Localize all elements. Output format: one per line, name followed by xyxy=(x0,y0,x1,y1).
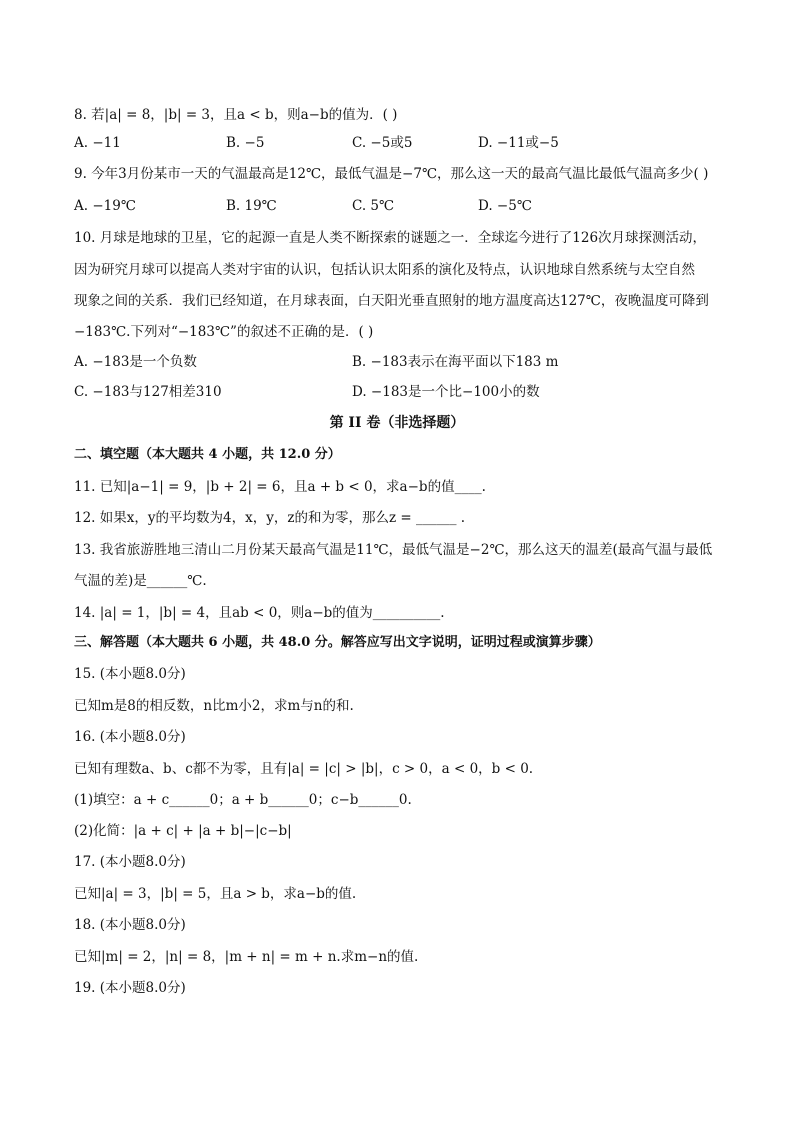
question-10-line-4: −183℃.下列对“−183℃”的叙述不正确的是．( ) xyxy=(74,324,374,340)
question-8-option-d: D. −11或−5 xyxy=(478,135,559,151)
question-16-part-1: (1)填空：a + c______0；a + b______0；c−b______0. xyxy=(74,792,412,808)
question-12: 12. 如果x，y的平均数为4，x，y，z的和为零，那么z = ______ . xyxy=(74,510,466,526)
question-19-label: 19. (本小题8.0分) xyxy=(74,980,186,996)
part-2-title: 第 II 卷（非选择题） xyxy=(329,415,465,431)
question-10-line-3: 现象之间的关系．我们已经知道，在月球表面，白天阳光垂直照射的地方温度高达127℃，夜晚温度可降到 xyxy=(74,293,709,309)
question-18-label: 18. (本小题8.0分) xyxy=(74,917,186,933)
question-9-stem: 9. 今年3月份某市一天的气温最高是12℃，最低气温是−7℃，那么这一天的最高气温比最低气温高多少( ) xyxy=(74,166,709,182)
question-17-label: 17. (本小题8.0分) xyxy=(74,854,186,870)
question-8-option-b: B. −5 xyxy=(226,135,265,151)
question-9-option-c: C. 5℃ xyxy=(352,198,395,214)
question-14: 14. |a| = 1，|b| = 4，且ab < 0，则a−b的值为__________. xyxy=(74,605,445,621)
question-10-option-d: D. −183是一个比−100小的数 xyxy=(352,384,540,400)
question-16-text: 已知有理数a、b、c都不为零，且有|a| = |c| > |b|，c > 0，a < 0，b < 0. xyxy=(74,761,534,777)
question-9-option-d: D. −5℃ xyxy=(478,198,532,214)
answer-section-heading: 三、解答题（本大题共 6 小题，共 48.0 分。解答应写出文字说明，证明过程或演算步骤） xyxy=(74,635,601,650)
question-17-text: 已知|a| = 3，|b| = 5，且a > b，求a−b的值. xyxy=(74,886,357,902)
question-10-option-c: C. −183与127相差310 xyxy=(74,384,222,400)
question-10-option-b: B. −183表示在海平面以下183 m xyxy=(352,354,559,370)
question-10-line-1: 10. 月球是地球的卫星，它的起源一直是人类不断探索的谜题之一．全球迄今进行了126次月球探测活动， xyxy=(74,230,707,246)
question-10-option-a: A. −183是一个负数 xyxy=(74,354,197,370)
question-10-line-2: 因为研究月球可以提高人类对宇宙的认识，包括认识太阳系的演化及特点，认识地球自然系统与太空自然 xyxy=(74,262,695,278)
question-8-option-c: C. −5或5 xyxy=(352,135,413,151)
question-15-text: 已知m是8的相反数，n比m小2，求m与n的和. xyxy=(74,698,354,714)
fill-in-section-heading: 二、填空题（本大题共 4 小题，共 12.0 分） xyxy=(74,447,341,462)
question-16-part-2: (2)化简：|a + c| + |a + b|−|c−b| xyxy=(74,823,292,839)
question-13-line-2: 气温的差)是______℃. xyxy=(74,573,207,589)
question-9-option-a: A. −19℃ xyxy=(74,198,136,214)
question-8-stem: 8. 若|a| = 8，|b| = 3，且a < b，则a−b的值为．( ) xyxy=(74,107,398,123)
question-9-option-b: B. 19℃ xyxy=(226,198,277,214)
question-16-label: 16. (本小题8.0分) xyxy=(74,729,186,745)
question-13-line-1: 13. 我省旅游胜地三清山二月份某天最高气温是11℃，最低气温是−2℃，那么这天的温差(最高气温与最低 xyxy=(74,542,713,558)
question-11: 11. 已知|a−1| = 9，|b + 2| = 6，且a + b < 0，求a−b的值____. xyxy=(74,479,486,495)
question-18-text: 已知|m| = 2，|n| = 8，|m + n| = m + n.求m−n的值. xyxy=(74,949,419,965)
question-8-option-a: A. −11 xyxy=(74,135,121,151)
question-15-label: 15. (本小题8.0分) xyxy=(74,666,186,682)
